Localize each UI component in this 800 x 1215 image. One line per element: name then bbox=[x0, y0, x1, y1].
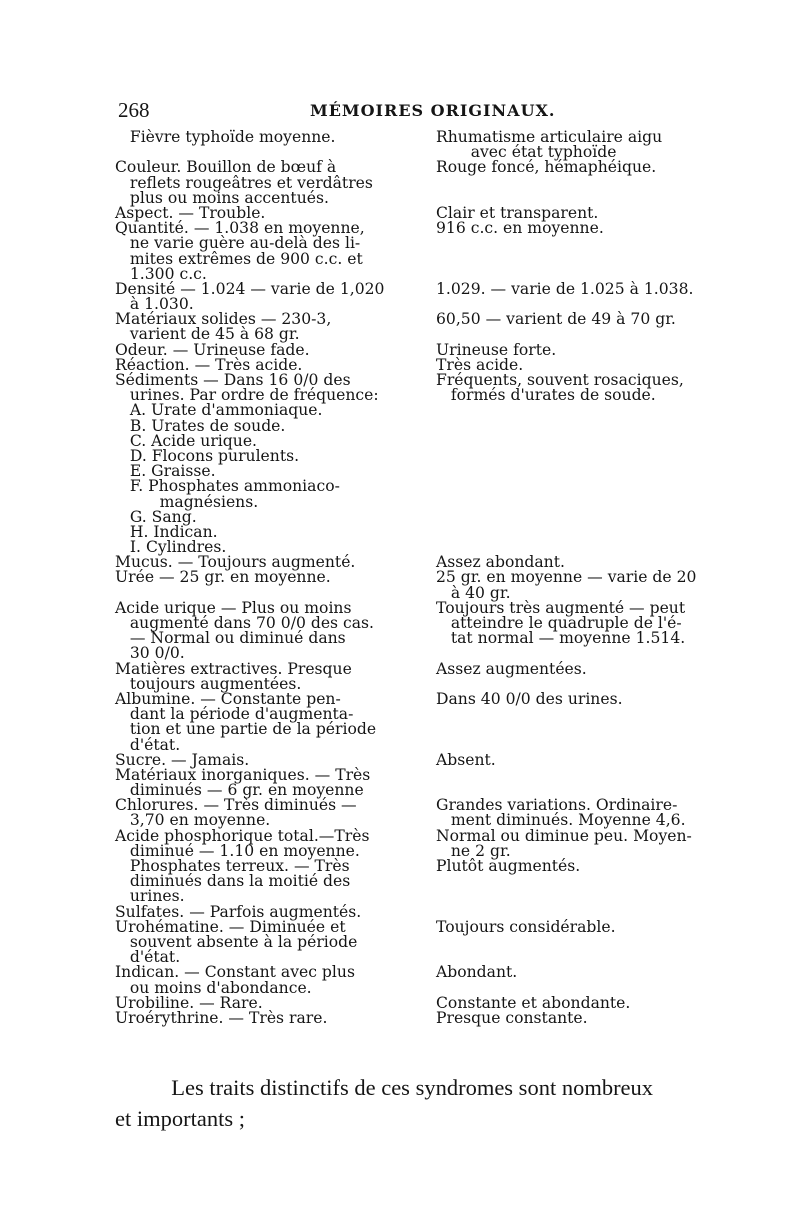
right-column-line bbox=[436, 419, 698, 434]
page-number: 268 bbox=[118, 98, 150, 122]
left-column-line: reflets rougeâtres et verdâtres bbox=[115, 173, 373, 192]
right-column-line: Très acide. bbox=[436, 355, 524, 374]
left-column-line: d'état. bbox=[115, 948, 181, 967]
left-column-line: Densité — 1.024 — varie de 1,020 bbox=[115, 279, 385, 298]
right-column-line: Normal ou diminue peu. Moyen- bbox=[436, 826, 692, 845]
right-column-line: Assez augmentées. bbox=[436, 659, 587, 678]
left-column-line: Sulfates. — Parfois augmentés. bbox=[115, 902, 362, 921]
left-column-line: Matériaux inorganiques. — Très bbox=[115, 765, 371, 784]
closing-paragraph bbox=[115, 1072, 705, 1134]
right-column-line: Plutôt augmentés. bbox=[436, 857, 581, 875]
right-column-line: à 40 gr. bbox=[436, 583, 511, 602]
right-column-line bbox=[436, 874, 698, 889]
left-column-line: A. Urate d'ammoniaque. bbox=[115, 401, 323, 420]
left-column-line: Couleur. Bouillon de bœuf à bbox=[115, 158, 337, 177]
left-column-line: Urohématine. — Diminuée et bbox=[115, 917, 346, 936]
left-column-line: G. Sang. bbox=[115, 507, 197, 526]
right-column-line bbox=[436, 889, 698, 904]
left-column-line: — Normal ou diminué dans bbox=[115, 629, 346, 648]
left-column-line: E. Graisse. bbox=[115, 462, 216, 481]
right-column-line: Grandes variations. Ordinaire- bbox=[436, 796, 678, 815]
right-column-line bbox=[436, 434, 698, 449]
right-column-line: Toujours très augmenté — peut bbox=[436, 598, 686, 617]
right-column-line bbox=[436, 449, 698, 464]
left-column-line: Uroérythrine. — Très rare. bbox=[115, 1008, 328, 1027]
left-column-line: souvent absente à la période bbox=[115, 932, 358, 951]
right-column-line bbox=[436, 236, 698, 251]
closing-line: Les traits distinctifs de ces syndromes sont nombreux bbox=[115, 1075, 654, 1100]
right-column-line: Assez abondant. bbox=[436, 553, 565, 572]
right-column-line: Rouge foncé, hémaphéique. bbox=[436, 158, 657, 177]
left-column-line: d'état. bbox=[115, 735, 181, 754]
left-column-line: H. Indican. bbox=[115, 522, 218, 541]
right-column-rheumatism bbox=[436, 130, 698, 1026]
right-column-line: 1.029. — varie de 1.025 à 1.038. bbox=[436, 279, 694, 298]
left-column-line: F. Phosphates ammoniaco- bbox=[115, 477, 340, 496]
left-column-typhoid bbox=[115, 128, 385, 1027]
left-column-line: magnésiens. bbox=[115, 492, 259, 511]
left-column-line: Odeur. — Urineuse fade. bbox=[115, 340, 310, 359]
left-column-line: ne varie guère au-delà des li- bbox=[115, 234, 361, 253]
right-column-line: 25 gr. en moyenne — varie de 20 bbox=[436, 568, 697, 587]
left-column-line: ou moins d'abondance. bbox=[115, 978, 312, 997]
right-column-line: 60,50 — varient de 49 à 70 gr. bbox=[436, 310, 676, 329]
left-column-line: Matériaux solides — 230-3, bbox=[115, 310, 332, 329]
left-column-line: tion et une partie de la période bbox=[115, 720, 377, 739]
right-column-line bbox=[436, 707, 698, 722]
right-column-line: Urineuse forte. bbox=[436, 340, 557, 359]
left-column-line: Acide phosphorique total.—Très bbox=[115, 826, 370, 845]
left-column-line: Indican. — Constant avec plus bbox=[115, 963, 355, 982]
left-column-line: Mucus. — Toujours augmenté. bbox=[115, 553, 356, 572]
right-column-line bbox=[436, 510, 698, 525]
left-column-line: Phosphates terreux. — Très bbox=[115, 857, 350, 875]
right-column-line bbox=[436, 935, 698, 950]
right-column-line: Dans 40 0/0 des urines. bbox=[436, 689, 623, 708]
left-column-line: Acide urique — Plus ou moins bbox=[115, 598, 352, 617]
left-column-line: Aspect. — Trouble. bbox=[115, 203, 266, 222]
right-column-line bbox=[436, 768, 698, 783]
left-column-line: 1.300 c.c. bbox=[115, 264, 207, 283]
left-column-line: Fièvre typhoïde moyenne. bbox=[115, 128, 336, 146]
left-column-line: D. Flocons purulents. bbox=[115, 446, 300, 465]
left-column-line: I. Cylindres. bbox=[115, 538, 227, 557]
left-column-line: B. Urates de soude. bbox=[115, 416, 286, 435]
left-column-line: mites extrêmes de 900 c.c. et bbox=[115, 249, 363, 268]
right-column-line: atteindre le quadruple de l'é- bbox=[436, 614, 682, 632]
closing-line: et importants ; bbox=[115, 1106, 245, 1131]
right-column-line: ment diminués. Moyenne 4,6. bbox=[436, 811, 686, 830]
left-column-line: Réaction. — Très acide. bbox=[115, 355, 303, 374]
left-column-line: Urée — 25 gr. en moyenne. bbox=[115, 568, 331, 587]
right-column-line: 916 c.c. en moyenne. bbox=[436, 219, 604, 238]
left-column-line: 3,70 en moyenne. bbox=[115, 811, 271, 830]
left-column-line: Albumine. — Constante pen- bbox=[115, 689, 341, 708]
left-column-line: diminué — 1.10 en moyenne. bbox=[115, 841, 360, 860]
right-column-line: Presque constante. bbox=[436, 1008, 588, 1027]
right-column-line: Absent. bbox=[436, 750, 496, 769]
right-column-line bbox=[436, 252, 698, 267]
right-column-line: Constante et abondante. bbox=[436, 993, 631, 1012]
right-column-line bbox=[436, 722, 698, 737]
right-column-line: avec état typhoïde bbox=[436, 143, 617, 162]
left-column-line: à 1.030. bbox=[115, 295, 194, 314]
right-column-line: Clair et transparent. bbox=[436, 203, 599, 222]
left-column-line: toujours augmentées. bbox=[115, 674, 302, 693]
left-column-line: dant la période d'augmenta- bbox=[115, 705, 354, 724]
left-column-line: Quantité. — 1.038 en moyenne, bbox=[115, 219, 365, 238]
right-column-line: tat normal — moyenne 1.514. bbox=[436, 629, 686, 648]
left-column-line: Chlorures. — Très diminués — bbox=[115, 796, 357, 815]
left-column-line: diminués — 6 gr. en moyenne bbox=[115, 781, 364, 800]
right-column-line bbox=[436, 403, 698, 418]
right-column-line bbox=[436, 479, 698, 494]
right-column-line bbox=[436, 176, 698, 191]
left-column-line: 30 0/0. bbox=[115, 644, 185, 663]
right-column-line: Rhumatisme articulaire aigu bbox=[436, 128, 663, 146]
left-column-line: augmenté dans 70 0/0 des cas. bbox=[115, 614, 374, 632]
right-column-line bbox=[436, 525, 698, 540]
left-column-line: Urobiline. — Rare. bbox=[115, 993, 263, 1012]
right-column-line: ne 2 gr. bbox=[436, 841, 511, 860]
right-column-line: formés d'urates de soude. bbox=[436, 386, 656, 405]
right-column-line: Fréquents, souvent rosaciques, bbox=[436, 371, 684, 389]
right-column-line: Toujours considérable. bbox=[436, 917, 616, 936]
right-column-line bbox=[436, 495, 698, 510]
right-column-line: Abondant. bbox=[436, 963, 518, 982]
right-column-line bbox=[436, 464, 698, 479]
running-title: MÉMOIRES ORIGINAUX. bbox=[310, 101, 556, 120]
left-column-line: urines. Par ordre de fréquence: bbox=[115, 386, 379, 405]
left-column-line: Matières extractives. Presque bbox=[115, 659, 352, 678]
left-column-line: Sédiments — Dans 16 0/0 des bbox=[115, 371, 351, 389]
left-column-line: diminués dans la moitié des bbox=[115, 872, 351, 891]
left-column-line: plus ou moins accentués. bbox=[115, 188, 329, 207]
left-column-line: varient de 45 à 68 gr. bbox=[115, 325, 300, 344]
left-column-line: urines. bbox=[115, 887, 185, 906]
left-column-line: C. Acide urique. bbox=[115, 431, 258, 450]
left-column-line: Sucre. — Jamais. bbox=[115, 750, 250, 769]
